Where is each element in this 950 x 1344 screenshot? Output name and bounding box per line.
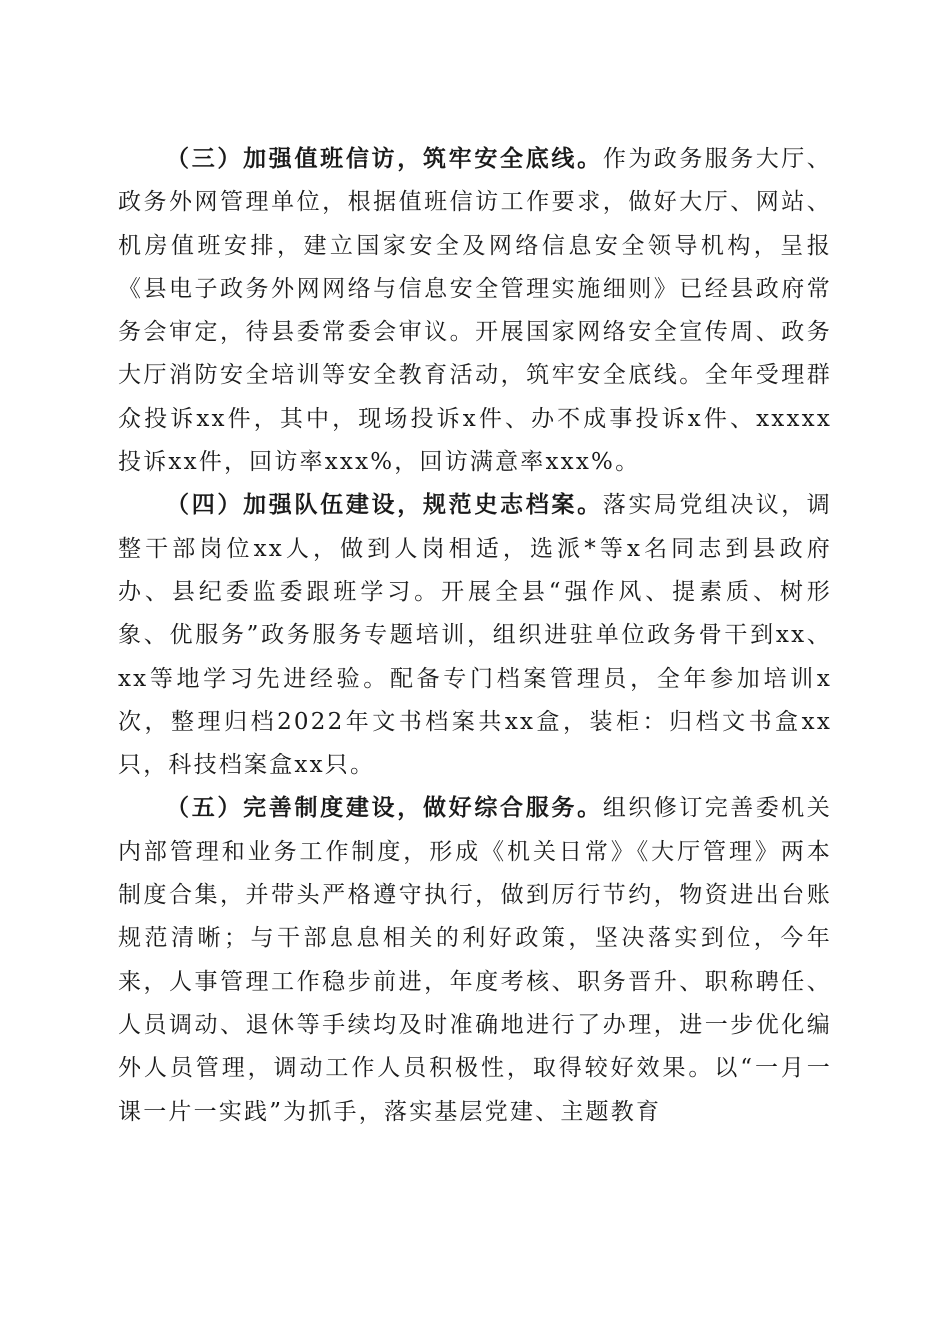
section-4-text: 落实局党组决议，调整干部岗位xx人，做到人岗相适，选派*等x名同志到县政府办、县纪委监委跟班学习。开展全县“强作风、提素质、树形象、优服务”政务服务专题培训，组织进驻单位政务骨干到xx、xx等地学习先进经验。配备专门档案管理员，全年参加培训x次，整理归档2022年文书档案共xx盒，装柜：归档文书盒xx只，科技档案盒xx只。 [118, 492, 832, 779]
paragraph-section-5 [118, 787, 832, 1133]
section-3-heading: （三）加强值班信访，筑牢安全底线。 [166, 146, 603, 172]
paragraph-section-3 [118, 138, 832, 484]
document-body [118, 138, 832, 1134]
section-5-text: 组织修订完善委机关内部管理和业务工作制度，形成《机关日常》《大厅管理》两本制度合集，并带头严格遵守执行，做到厉行节约，物资进出台账规范清晰；与干部息息相关的利好政策，坚决落实到位，今年来，人事管理工作稳步前进，年度考核、职务晋升、职称聘任、人员调动、退休等手续均及时准确地进行了办理，进一步优化编外人员管理，调动工作人员积极性，取得较好效果。以“一月一课一片一实践”为抓手，落实基层党建、主题教育 [118, 795, 832, 1125]
section-3-text: 作为政务服务大厅、政务外网管理单位，根据值班信访工作要求，做好大厅、网站、机房值班安排，建立国家安全及网络信息安全领导机构，呈报《县电子政务外网网络与信息安全管理实施细则》已经县政府常务会审定，待县委常委会审议。开展国家网络安全宣传周、政务大厅消防安全培训等安全教育活动，筑牢安全底线。全年受理群众投诉xx件，其中，现场投诉x件、办不成事投诉x件、xxxxx投诉xx件，回访率xxx%，回访满意率xxx%。 [118, 146, 832, 476]
section-5-heading: （五）完善制度建设，做好综合服务。 [166, 795, 603, 822]
paragraph-section-4 [118, 484, 832, 787]
section-4-heading: （四）加强队伍建设，规范史志档案。 [166, 492, 603, 519]
